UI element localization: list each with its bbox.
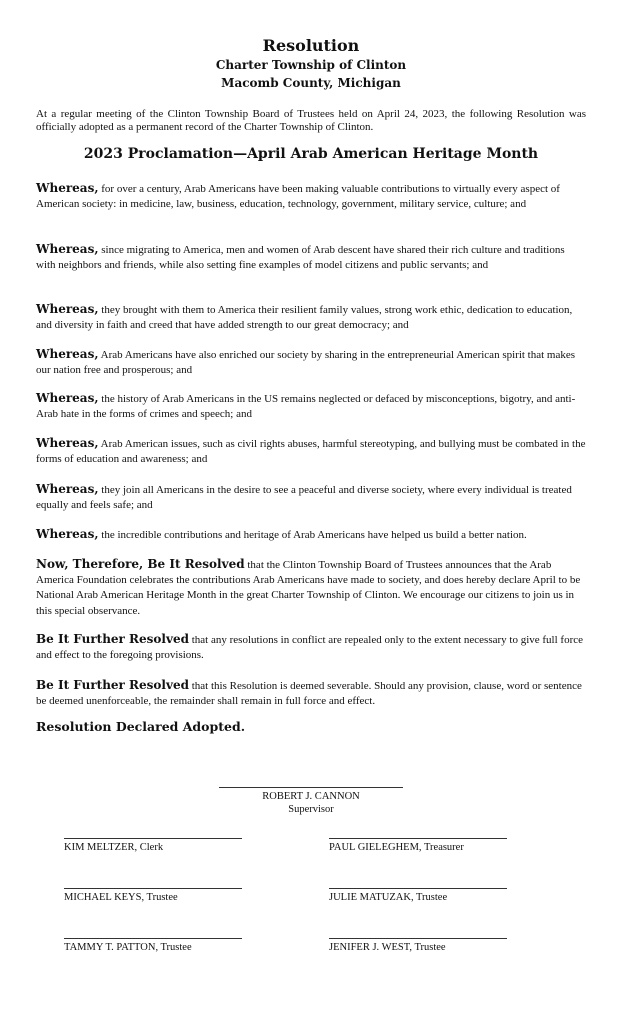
paragraph-lead: Whereas,: [36, 302, 99, 316]
supervisor-signature-block: [219, 787, 403, 816]
signature-line: [64, 938, 242, 939]
county-name: Macomb County, Michigan: [221, 76, 401, 90]
whereas-paragraph-3: [36, 302, 586, 333]
whereas-paragraph-7: [36, 482, 586, 513]
treasurer-name: PAUL GIELEGHEM, Treasurer: [329, 842, 464, 853]
trustee-name: TAMMY T. PATTON, Trustee: [64, 942, 192, 953]
trustee-name: JENIFER J. WEST, Trustee: [329, 942, 446, 953]
paragraph-lead: Whereas,: [36, 181, 99, 195]
paragraph-text: the history of Arab Americans in the US remains neglected or defaced by misconceptions, bigotry, and anti-Arab hate in the forms of crimes and speech; and: [36, 393, 576, 421]
trustee-name: JULIE MATUZAK, Trustee: [329, 892, 448, 903]
paragraph-lead: Whereas,: [36, 527, 99, 541]
paragraph-lead: Whereas,: [36, 242, 99, 256]
paragraph-lead: Now, Therefore, Be It Resolved: [36, 557, 245, 571]
whereas-paragraph-8: [36, 527, 586, 543]
paragraph-text: since migrating to America, men and women of Arab descent have shared their rich culture and traditions with neighbors and friends, while also setting fine examples of model citizens and public servants; and: [36, 244, 565, 272]
paragraph-text: that any resolutions in conflict are repealed only to the extent necessary to give full force and effect to the foregoing provisions.: [36, 634, 584, 662]
paragraph-text: Arab Americans have also enriched our society by sharing in the entrepreneurial American spirit that makes our nation free and prosperous; and: [36, 349, 576, 377]
whereas-paragraph-4: [36, 347, 586, 378]
document-title: Resolution: [262, 36, 360, 55]
trustee-signature-block: [329, 888, 507, 904]
further-resolved-paragraph-1: [36, 632, 586, 663]
paragraph-text: they join all Americans in the desire to see a peaceful and diverse society, where every individual is treated equally and feels safe; and: [36, 484, 572, 512]
paragraph-lead: Be It Further Resolved: [36, 678, 189, 692]
paragraph-lead: Whereas,: [36, 482, 99, 496]
paragraph-lead: Whereas,: [36, 391, 99, 405]
paragraph-text: that this Resolution is deemed severable. Should any provision, clause, word or sentence be deemed unenforceable, the remainder shall remain in full force and effect.: [36, 680, 582, 708]
treasurer-signature-block: [329, 838, 507, 854]
paragraph-lead: Be It Further Resolved: [36, 632, 189, 646]
trustee-signature-block: [329, 938, 507, 954]
signature-line: [329, 938, 507, 939]
paragraph-text: the incredible contributions and heritage of Arab Americans have helped us build a better nation.: [98, 529, 527, 541]
signature-line: [329, 888, 507, 889]
trustee-signature-block: [64, 938, 242, 954]
paragraph-lead: Whereas,: [36, 436, 99, 450]
whereas-paragraph-5: [36, 391, 586, 422]
whereas-paragraph-2: [36, 242, 586, 273]
signature-line: [329, 838, 507, 839]
proclamation-title: 2023 Proclamation—April Arab American Heritage Month: [83, 146, 539, 162]
paragraph-text: that the Clinton Township Board of Trustees announces that the Arab America Foundation celebrates the contributions Arab Americans have made to society, and does hereby declare April to be National Arab American Heritage Month in the great Charter Township of Clinton. We encourage our citizens to join us in this special observance.: [36, 559, 581, 617]
signature-line: [219, 787, 403, 788]
clerk-name: KIM MELTZER, Clerk: [64, 842, 164, 853]
trustee-name: MICHAEL KEYS, Trustee: [64, 892, 178, 903]
signature-line: [64, 838, 242, 839]
paragraph-text: Arab American issues, such as civil rights abuses, harmful stereotyping, and bullying must be combated in the forms of education and awareness; and: [36, 438, 586, 466]
clerk-signature-block: [64, 838, 242, 854]
whereas-paragraph-1: [36, 181, 586, 212]
whereas-paragraph-6: [36, 436, 586, 467]
signature-line: [64, 888, 242, 889]
further-resolved-paragraph-2: [36, 678, 586, 709]
resolved-paragraph: [36, 557, 586, 619]
paragraph-text: they brought with them to America their resilient family values, strong work ethic, dedication to education, and diversity in faith and creed that have added strength to our great democracy; and: [36, 304, 573, 332]
trustee-signature-block: [64, 888, 242, 904]
resolution-adopted-statement: Resolution Declared Adopted.: [36, 719, 246, 734]
intro-paragraph: At a regular meeting of the Clinton Township Board of Trustees held on April 24, 2023, the following Resolution was officially adopted as a permanent record of the Charter Township of Clinton.: [36, 108, 586, 133]
township-name: Charter Township of Clinton: [215, 58, 407, 72]
supervisor-name: ROBERT J. CANNON: [262, 791, 360, 802]
paragraph-text: for over a century, Arab Americans have been making valuable contributions to virtually every aspect of American society: in medicine, law, business, education, technology, government, military service, culture; and: [36, 183, 560, 211]
supervisor-title: Supervisor: [288, 804, 334, 815]
paragraph-lead: Whereas,: [36, 347, 99, 361]
